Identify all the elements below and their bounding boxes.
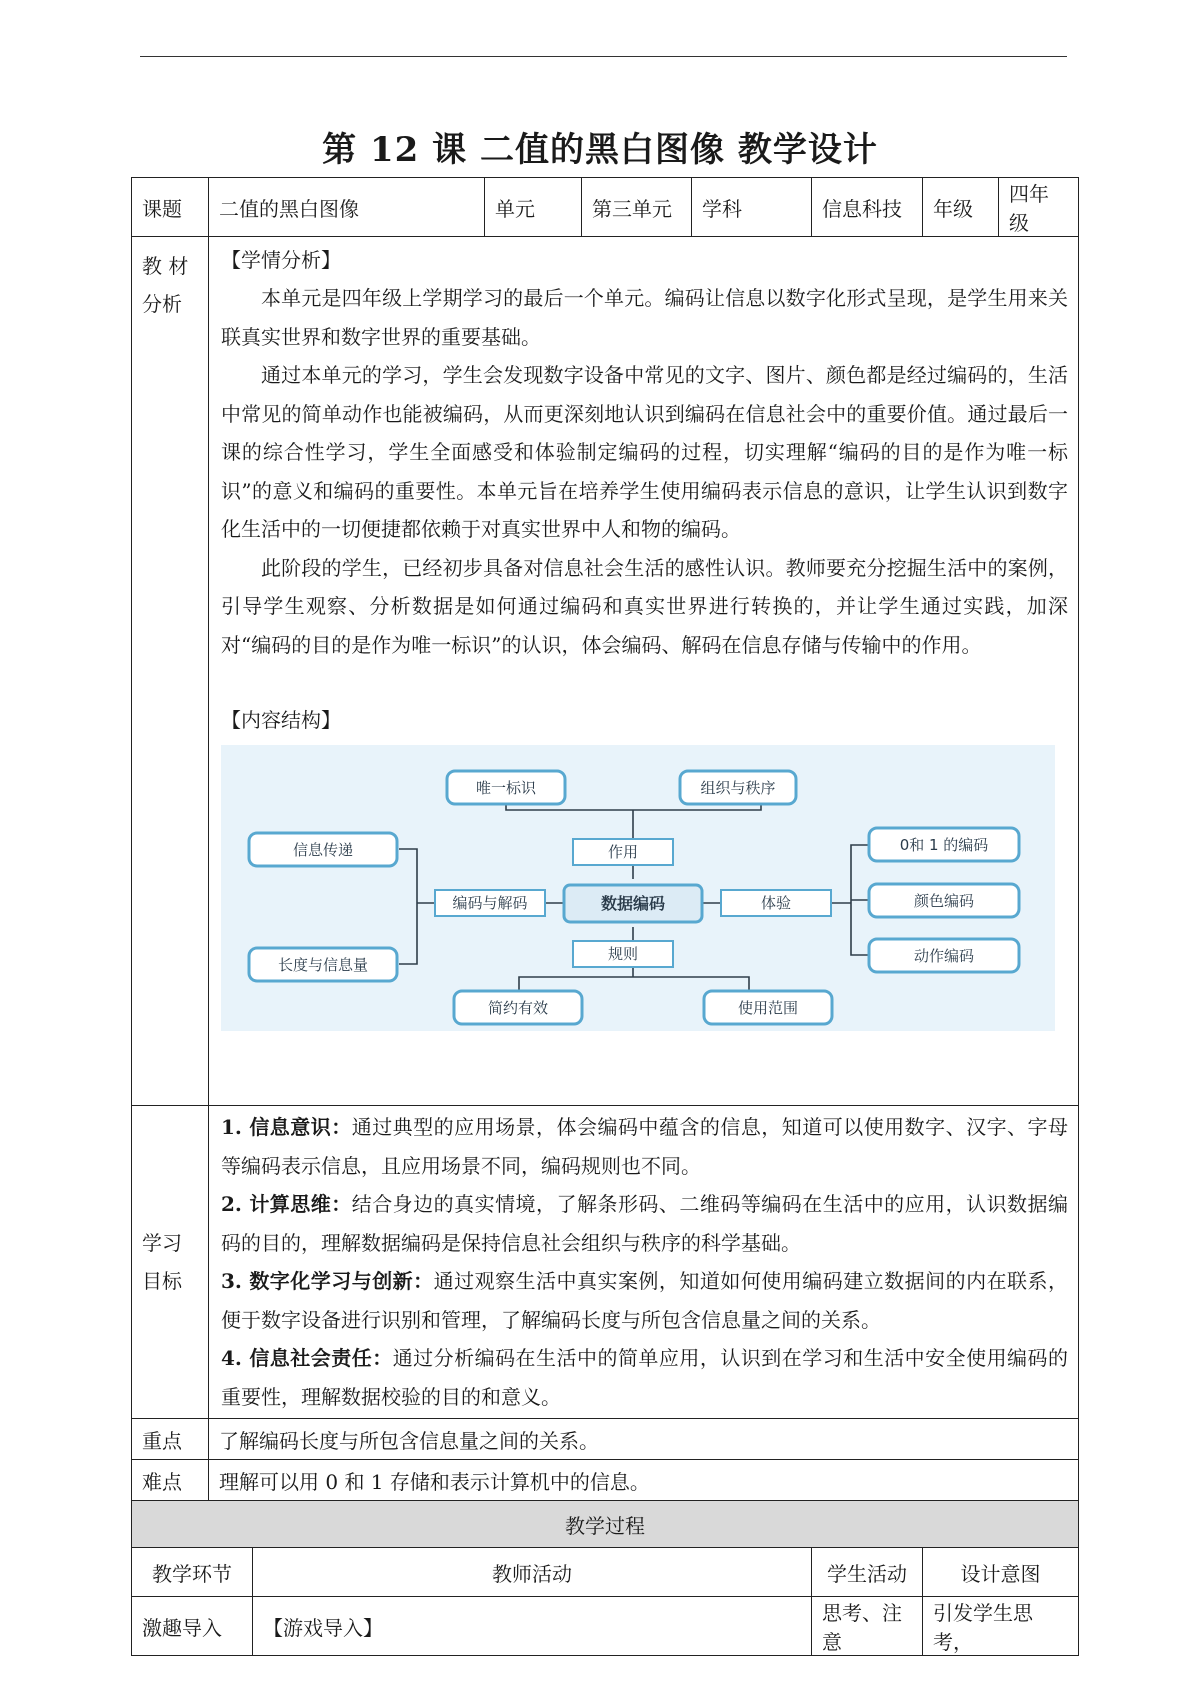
label-right-2: 颜色编码 [913, 892, 975, 910]
objective-1-title: 1. 信息意识： [221, 1115, 352, 1139]
process-columns-row [132, 1548, 1079, 1597]
process-intent: 引发学生思考， [923, 1597, 1079, 1656]
box-right-2 [869, 884, 1019, 917]
objective-4-title: 4. 信息社会责任： [221, 1346, 393, 1370]
process-heading: 教学过程 [132, 1501, 1079, 1548]
content-structure-diagram [221, 745, 1055, 1031]
topic-value: 二值的黑白图像 [209, 178, 485, 237]
unit-value: 第三单元 [582, 178, 692, 237]
objectives-label-line-2: 目标 [142, 1269, 182, 1293]
difficulty-text: 理解可以用 0 和 1 存储和表示计算机中的信息。 [209, 1460, 1079, 1501]
box-left-connector [435, 890, 545, 916]
box-bottom-left [454, 991, 582, 1024]
objective-2 [221, 1185, 1068, 1262]
process-student: 思考、注意 [812, 1597, 923, 1656]
label-bottom-left: 简约有效 [487, 999, 549, 1017]
box-top-right [680, 771, 796, 804]
box-top-connector [573, 839, 673, 865]
objectives-label [132, 1106, 209, 1419]
objective-3-title: 3. 数字化学习与创新： [221, 1269, 434, 1293]
analysis-paragraph-1: 本单元是四年级上学期学习的最后一个单元。编码让信息以数字化形式呈现，是学生用来关联真实世界和数字世界的重要基础。 [221, 286, 1068, 349]
label-left-top: 信息传递 [292, 841, 354, 859]
lesson-plan-table [131, 177, 1079, 1656]
top-rule [140, 56, 1067, 57]
box-center [564, 885, 702, 922]
difficulty-row [132, 1460, 1079, 1501]
label-right-1: 0和 1 的编码 [899, 836, 989, 854]
box-left-top [249, 833, 397, 866]
objective-2-text: 结合身边的真实情境，了解条形码、二维码等编码在生活中的应用，认识数据编码的目的，理解数据编码是保持信息社会组织与秩序的科学基础。 [221, 1192, 1069, 1255]
analysis-paragraph-3: 此阶段的学生，已经初步具备对信息社会生活的感性认识。教师要充分挖掘生活中的案例，引导学生观察、分析数据是如何通过编码和真实世界进行转换的，并让学生通过实践，加深对“编码的目的是作为唯一标识”的认识，体会编码、解码在信息存储与传输中的作用。 [221, 555, 1068, 657]
objectives-row [132, 1106, 1079, 1419]
unit-label: 单元 [485, 178, 582, 237]
process-row [132, 1597, 1079, 1656]
column-stage: 教学环节 [132, 1548, 253, 1597]
grade-value: 四年级 [999, 178, 1079, 237]
label-left-connector: 编码与解码 [452, 894, 528, 912]
objective-1-text: 通过典型的应用场景，体会编码中蕴含的信息，知道可以使用数字、汉字、字母等编码表示信息，且应用场景不同，编码规则也不同。 [221, 1115, 1069, 1178]
box-right-1 [869, 828, 1019, 861]
box-right-connector [721, 890, 831, 916]
label-center: 数据编码 [600, 894, 666, 913]
objective-4-text: 通过分析编码在生活中的简单应用，认识到在学习和生活中安全使用编码的重要性，理解数据校验的目的和意义。 [221, 1346, 1069, 1409]
subject-value: 信息科技 [812, 178, 923, 237]
label-top-right: 组织与秩序 [700, 779, 776, 797]
box-bottom-connector [573, 941, 673, 967]
label-bottom-right: 使用范围 [737, 999, 799, 1017]
box-left-bottom [249, 948, 397, 981]
analysis-paragraph-2: 通过本单元的学习，学生会发现数字设备中常见的文字、图片、颜色都是经过编码的，生活中常见的简单动作也能被编码，从而更深刻地认识到编码在信息社会中的重要价值。通过最后一课的综合性学习，学生全面感受和体验制定编码的过程，切实理解“编码的目的是作为唯一标识”的意义和编码的重要性。本单元旨在培养学生使用编码表示信息的意识，让学生认识到数字化生活中的一切便捷都依赖于对真实世界中人和物的编码。 [221, 363, 1068, 541]
difficulty-label: 难点 [132, 1460, 209, 1501]
box-top-left [447, 771, 565, 804]
column-teacher: 教师活动 [253, 1548, 812, 1597]
box-right-3 [869, 939, 1019, 972]
process-stage: 激趣导入 [132, 1597, 253, 1656]
material-analysis-row [132, 237, 1079, 1106]
column-student: 学生活动 [812, 1548, 923, 1597]
box-bottom-right [704, 991, 832, 1024]
process-teacher: 【游戏导入】 [253, 1597, 812, 1656]
label-left-bottom: 长度与信息量 [277, 956, 369, 974]
subject-label: 学科 [692, 178, 812, 237]
key-point-row [132, 1419, 1079, 1460]
grade-label: 年级 [923, 178, 999, 237]
material-analysis-content [209, 237, 1079, 1106]
analysis-heading: 【学情分析】 [221, 248, 341, 272]
header-row [132, 178, 1079, 237]
material-label-line-1: 教 材 [142, 254, 189, 278]
key-point-label: 重点 [132, 1419, 209, 1460]
structure-heading: 【内容结构】 [221, 708, 341, 732]
objective-4 [221, 1339, 1068, 1416]
label-top-connector: 作用 [607, 843, 639, 861]
label-top-left: 唯一标识 [475, 779, 537, 797]
objective-2-title: 2. 计算思维： [221, 1192, 352, 1216]
key-point-text: 了解编码长度与所包含信息量之间的关系。 [209, 1419, 1079, 1460]
process-heading-row [132, 1501, 1079, 1548]
label-bottom-connector: 规则 [607, 945, 639, 963]
objective-1 [221, 1108, 1068, 1185]
topic-label: 课题 [132, 178, 209, 237]
material-analysis-label [132, 237, 209, 1106]
objectives-content [209, 1106, 1079, 1419]
objectives-label-line-1: 学习 [142, 1231, 182, 1255]
label-right-3: 动作编码 [913, 947, 975, 965]
document-title: 第 12 课 二值的黑白图像 教学设计 [322, 130, 878, 170]
column-intent: 设计意图 [923, 1548, 1079, 1597]
label-right-connector: 体验 [760, 894, 792, 912]
material-label-line-2: 分析 [142, 292, 182, 316]
objective-3 [221, 1262, 1068, 1339]
objective-3-text: 通过观察生活中真实案例，知道如何使用编码建立数据间的内在联系，便于数字设备进行识别和管理，了解编码长度与所包含信息量之间的关系。 [221, 1269, 1069, 1332]
